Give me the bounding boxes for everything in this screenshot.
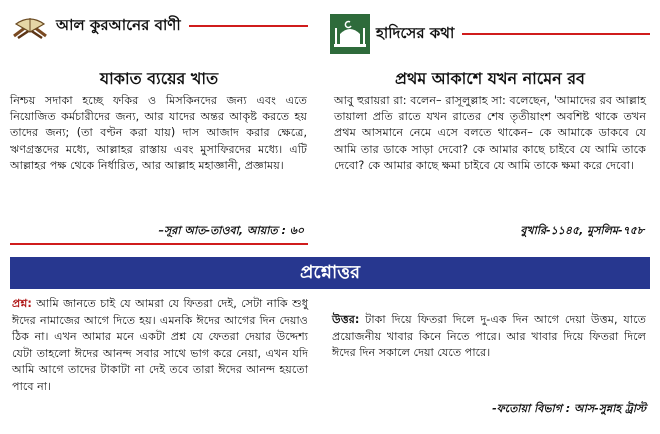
question-text: আমি জানতে চাই যে আমরা যে ফিতরা দেই, সেটা নাকি শুধু ঈদের নামাজের আগে দিতে হয়। এমনকি ঈদের আগের দিন দেয়াও ঠিক না। এখন আমার মনে একটা প্রশ্ন যে ফেতরা দেয়ার উদ্দেশ্য যেটা তাহলো ঈদের আনন্দ সবার সাথে ভাগ করে নেয়া, এখন যদি আমি আগে তাদের টাকাটা না দেই তবে তারা ঈদের আনন্দ হয়তো পাবে না।	[12, 297, 308, 393]
qa-title: প্রশ্নোত্তর	[300, 261, 360, 283]
quran-header-rule	[189, 25, 308, 27]
zakat-article-body: নিশ্চয় সদাকা হচ্ছে ফকির ও মিসকিনদের জন্য এবং এতে নিয়োজিত কর্মচারীদের জন্য, আর যাদের অন্তর আকৃষ্ট করতে হয় তাদের জন্য; (তা বণ্টন করা যায়) দাস আজাদ করার ক্ষেত্রে, ঋণগ্রস্তদের মধ্যে, আল্লাহর রাস্তায় এবং মুসাফিরদের মধ্যে। এটি আল্লাহর পক্ষ থেকে নির্ধারিত, আর আল্লাহ মহাজ্ঞানী, প্রজ্ঞাময়।	[10, 94, 307, 172]
hadith-header-title: হাদিসের কথা	[376, 23, 455, 42]
qa-question	[12, 296, 308, 396]
hadith-article-body: আবু হুরায়রা রা: বলেন– রাসূলুল্লাহ সা: বলেছেন, 'আমাদের রব আল্লাহ তায়ালা প্রতি রাতে যখন রাতের শেষ তৃতীয়াংশ অবশিষ্ট থাকে তখন প্রথম আসমানে নেমে এসে বলতে থাকেন– কে আমাকে ডাকবে যে আমি তার ডাকে সাড়া দেবো? কে আমার কাছে চাইবে যে আমি তাকে দেবো? কে আমার কাছে ক্ষমা চাইবে যে আমি তাকে ক্ষমা করে দেবো।	[334, 94, 646, 172]
question-label: প্রশ্ন:	[12, 297, 32, 310]
quran-stand-icon	[10, 10, 50, 42]
hadith-article-title: প্রথম আকাশে যখন নামেন রব	[395, 69, 585, 88]
answer-text: টাকা দিয়ে ফিতরা দিলে দু-এক দিন আগে দেয়া উত্তম, যাতে প্রয়োজনীয় খাবার কিনে নিতে পারে। আর খাবার দিয়ে ফিতরা দিলে ঈদের দিন সকালে দেয়া যেতে পারে।	[332, 313, 647, 360]
hadith-header	[330, 14, 650, 54]
answer-label: উত্তর:	[332, 313, 360, 326]
left-bottom-rule	[10, 243, 308, 245]
zakat-article-title: যাকাত ব্যয়ের খাত	[99, 69, 219, 88]
quran-header	[10, 8, 308, 44]
hadith-header-rule	[462, 33, 650, 35]
qa-title-band	[10, 257, 650, 289]
zakat-article-source: –সূরা আত-তাওবা, আয়াত : ৬০	[158, 224, 304, 237]
mosque-logo-icon	[330, 14, 370, 54]
qa-source: -ফতোয়া বিভাগ : আস-সুন্নাহ ট্রাস্ট	[492, 402, 646, 415]
hadith-article-source: বুখারি-১১৪৫, মুসলিম-৭৫৮	[520, 224, 644, 237]
qa-answer	[332, 312, 646, 362]
quran-header-title: আল কুরআনের বাণী	[56, 15, 181, 34]
